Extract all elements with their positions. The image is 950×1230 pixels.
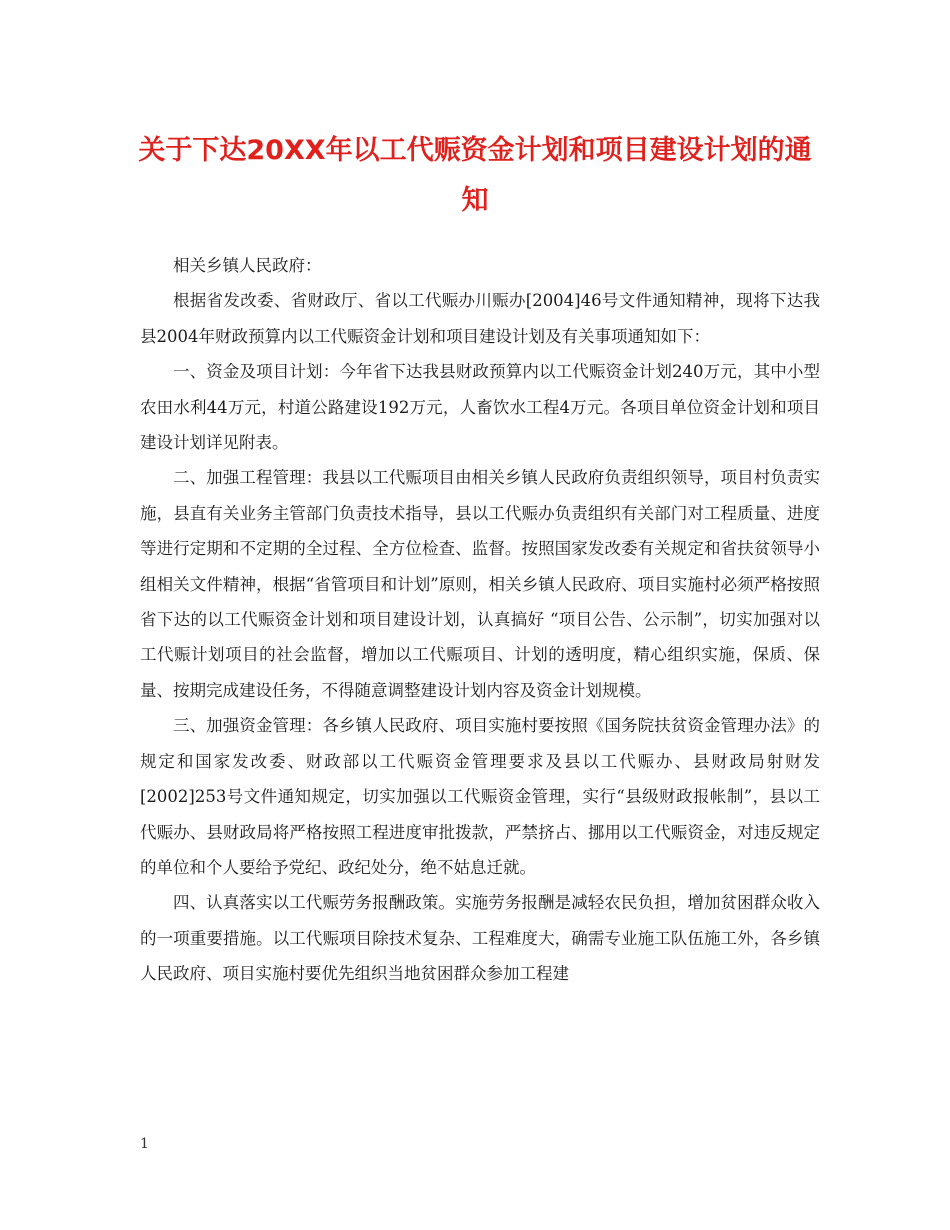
section-4-paragraph: 四、认真落实以工代赈劳务报酬政策。实施劳务报酬是减轻农民负担，增加贫困群众收入的一项重要措施。以工代赈项目除技术复杂、工程难度大，确需专业施工队伍施工外，各乡镇人民政府、项目实施村要优先组织当地贫困群众参加工程建 xyxy=(140,893,820,984)
salutation-paragraph: 相关乡镇人民政府： xyxy=(173,256,322,275)
document-title: 关于下达20XX年以工代赈资金计划和项目建设计划的通知 xyxy=(138,135,812,216)
section-1-paragraph: 一、资金及项目计划：今年省下达我县财政预算内以工代赈资金计划240万元，其中小型农田水利44万元，村道公路建设192万元，人畜饮水工程4万元。各项目单位资金计划和项目建设计划详见附表。 xyxy=(140,362,820,453)
intro-paragraph: 根据省发改委、省财政厅、省以工代赈办川赈办[2004]46号文件通知精神，现将下达我县2004年财政预算内以工代赈资金计划和项目建设计划及有关事项通知如下： xyxy=(140,291,820,346)
page-number: 1 xyxy=(140,1136,149,1152)
section-2-paragraph: 二、加强工程管理：我县以工代赈项目由相关乡镇人民政府负责组织领导，项目村负责实施，县直有关业务主管部门负责技术指导，县以工代赈办负责组织有关部门对工程质量、进度等进行定期和不定期的全过程、全方位检查、监督。按照国家发改委有关规定和省扶贫领导小组相关文件精神，根据“省管项目和计划”原则，相关乡镇人民政府、项目实施村必须严格按照省下达的以工代赈资金计划和项目建设计划，认真搞好 “项目公告、公示制”，切实加强对以工代赈计划项目的社会监督，增加以工代赈项目、计划的透明度，精心组织实施，保质、保量、按期完成建设任务，不得随意调整建设计划内容及资金计划规模。 xyxy=(140,468,820,700)
document-body xyxy=(140,248,820,992)
section-3-paragraph: 三、加强资金管理：各乡镇人民政府、项目实施村要按照《国务院扶贫资金管理办法》的规定和国家发改委、财政部以工代赈资金管理要求及县以工代赈办、县财政局射财发[2002]253号文件通知规定，切实加强以工代赈资金管理，实行“县级财政报帐制”，县以工代赈办、县财政局将严格按照工程进度审批拨款，严禁挤占、挪用以工代赈资金，对违反规定的单位和个人要给予党纪、政纪处分，绝不姑息迁就。 xyxy=(140,716,820,877)
